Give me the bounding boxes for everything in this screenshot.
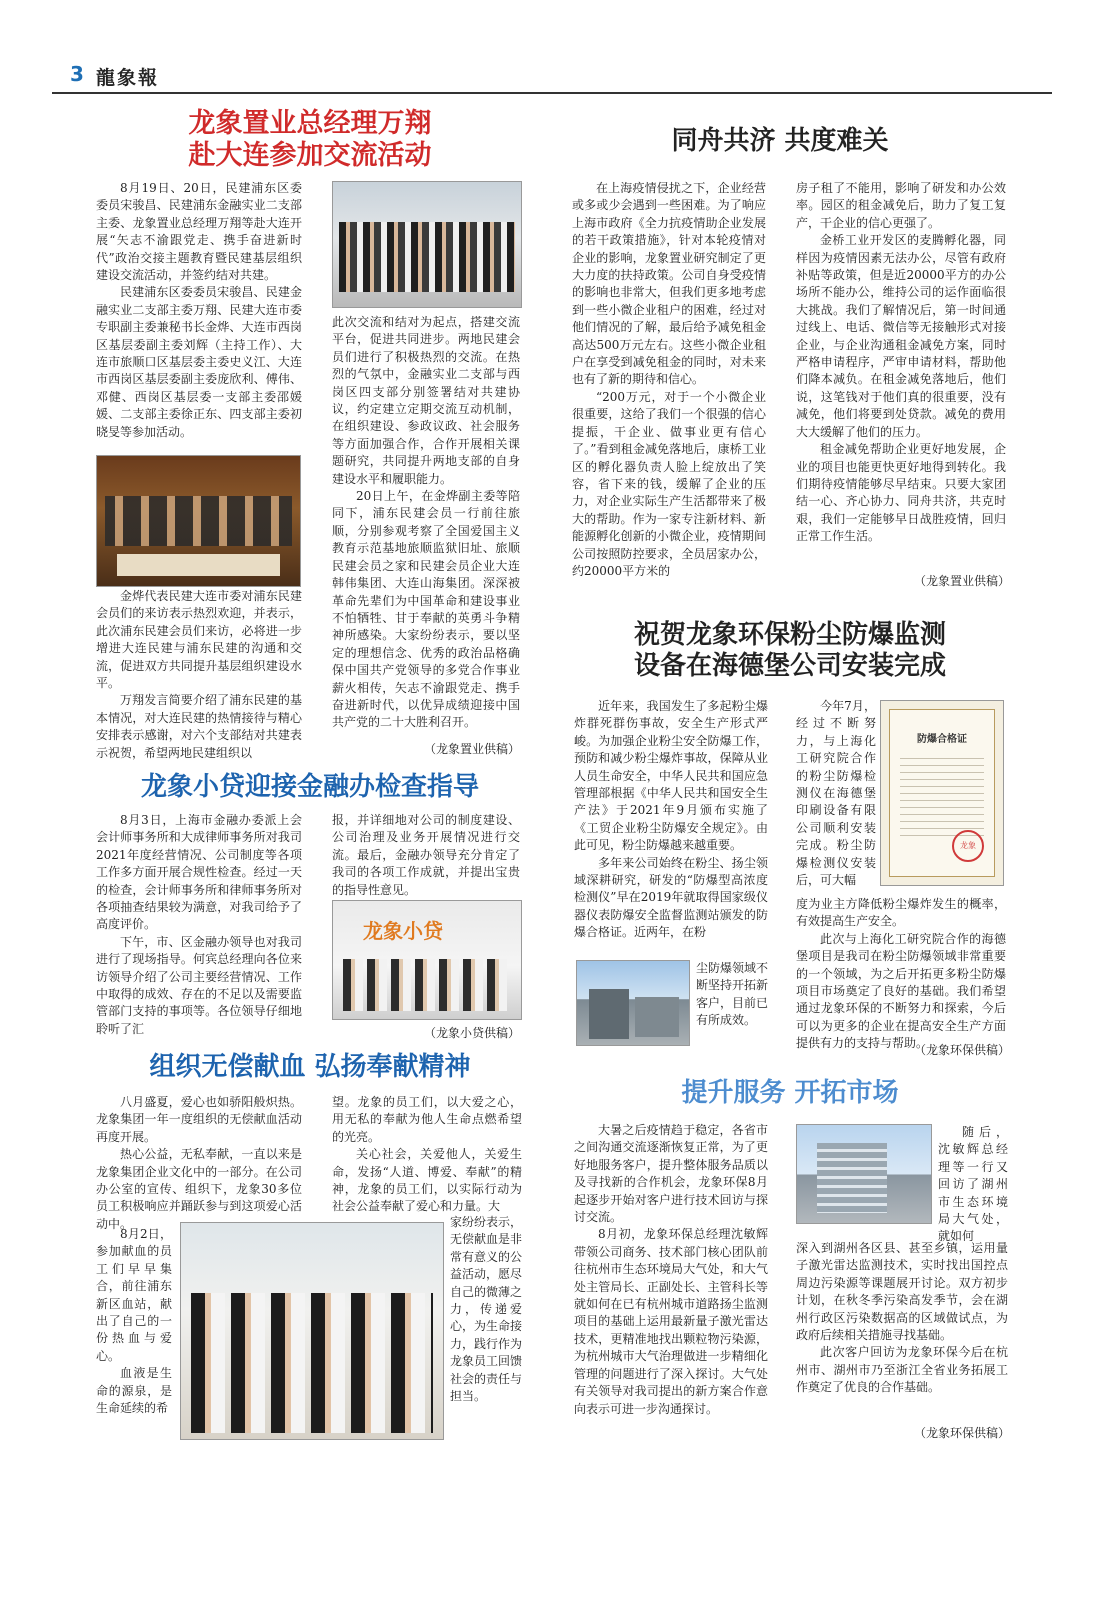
article1-title-line2: 赴大连参加交流活动 xyxy=(188,140,432,172)
paragraph: 金烨代表民建大连市委对浦东民建会员们的来访表示热烈欢迎，并表示，此次浦东民建会员们来访，必将进一步增进大连民建与浦东民建的沟通和交流，促进双方共同提升基层组织建设水平。 xyxy=(96,589,302,691)
paper-name: 龍象報 xyxy=(96,67,160,89)
equipment-structure xyxy=(635,997,679,1037)
article3-column1b xyxy=(696,960,768,1046)
article2-credit: （龙象置业供稿） xyxy=(913,574,1010,588)
paragraph: 租金减免帮助企业更好地发展，企业的项目也能更快更好地得到转化。我们期待疫情能够尽早结束。只要大家团结一心、齐心协力、同舟共济，共克时艰，我们一定能够早日战胜疫情，回归正常工作生活。 xyxy=(796,442,1006,544)
certificate-title: 防爆合格证 xyxy=(917,734,967,745)
article4-title: 龙象小贷迎接金融办检查指导 xyxy=(140,772,479,802)
paragraph: 房子租了不能用，影响了研发和办公效率。园区的租金减免后，助力了复工复产，干企业的信心更强了。 xyxy=(796,181,1006,230)
building xyxy=(817,1143,887,1213)
paragraph: 家纷纷表示，无偿献血是非常有意义的公益活动，愿尽自己的微薄之力，传递爱心，为生命接力，践行作为龙象员工回馈社会的责任与担当。 xyxy=(450,1215,523,1404)
paragraph: 大暑之后疫情趋于稳定，各省市之间沟通交流逐渐恢复正常，为了更好地服务客户，提升整体服务品质以及寻找新的合作机会，龙象环保8月起逐步开始对客户进行技术回访与探讨交流。 xyxy=(574,1123,768,1225)
article5-column1 xyxy=(96,1094,302,1231)
article1-title xyxy=(130,108,490,173)
article3-title-line2: 设备在海德堡公司安装完成 xyxy=(633,651,946,682)
article1-column1 xyxy=(96,180,302,452)
article4-column1 xyxy=(96,812,302,1038)
group-people xyxy=(339,222,515,292)
company-sign: 龙象小贷 xyxy=(363,919,443,943)
donors xyxy=(191,1293,433,1433)
article2-column2 xyxy=(796,180,1006,560)
paragraph: 今年7月，经过不断努力，与上海化工研究院合作的粉尘防爆检测仪在海德堡印刷设备有限公司顺利安装完成。粉尘防爆检测仪安装后，可大幅 xyxy=(796,699,876,888)
article4-credit: （龙象小贷供稿） xyxy=(423,1026,520,1040)
paragraph: 尘防爆领域不断坚持开拓新客户，目前已有所成效。 xyxy=(696,961,769,1028)
article5-column2c xyxy=(450,1214,522,1436)
header-rule xyxy=(52,92,1052,94)
article2-title: 同舟共济 共度难关 xyxy=(671,126,889,156)
paragraph: 八月盛夏，爱心也如骄阳般炽热。龙象集团一年一度组织的无偿献血活动再度开展。 xyxy=(96,1095,302,1144)
meeting-table xyxy=(117,554,280,576)
article2-column1 xyxy=(572,180,766,590)
article4-column2 xyxy=(332,812,520,898)
certificate-seal: 龙象 xyxy=(952,830,984,862)
certificate-image xyxy=(880,700,1004,886)
article3-title-line1: 祝贺龙象环保粉尘防爆监测 xyxy=(633,620,946,650)
article3-credit: （龙象环保供稿） xyxy=(913,1043,1010,1057)
article3-column1a xyxy=(574,698,768,960)
article1-title-line1: 龙象置业总经理万翔 xyxy=(188,108,432,139)
article3-title xyxy=(590,620,990,682)
paragraph: 20日上午，在金烨副主委等陪同下，浦东民建会员一行前往旅顺，分别参观考察了全国爱国主义教育示范基地旅顺监狱旧址、旅顺民建会员之家和民建会员企业大连韩伟集团、大连山海集团。深深被革命先辈们为中国革命和建设事业不怕牺牲、甘于奉献的英勇斗争精神所感染。大家纷纷表示，要以坚定的理想信念、优秀的政治品格确保中国共产党领导的多党合作事业薪火相传，矢志不渝跟党走、携手奋进新时代，以优异成绩迎接中国共产党的二十大胜利召开。 xyxy=(332,489,520,730)
article1-credit: （龙象置业供稿） xyxy=(423,742,520,756)
paragraph: 在上海疫情侵扰之下，企业经营或多或少会遇到一些困难。为了响应上海市政府《全力抗疫情助企业发展的若干政策措施》，针对本轮疫情对企业的影响，龙象置业研究制定了更大力度的扶持政策。公司自身受疫情的影响也非常大，但我们更多地考虑到一些小微企业租户的困难，经过对他们情况的了解，最后给予减免租金高达500万元左右。这些小微企业租户在享受到减免租金的同时，对未来也有了新的期待和信心。 xyxy=(572,181,766,387)
article3-column2a xyxy=(796,698,876,894)
paragraph: 热心公益，无私奉献，一直以来是龙象集团企业文化中的一部分。在公司办公室的宣传、组织下，龙象30多位员工积极响应并踊跃参与到这项爱心活动中。 xyxy=(96,1147,302,1231)
paragraph: 8月19日、20日，民建浦东区委委员宋骏昌、民建浦东金融实业二支部主委、龙象置业总经理万翔等赴大连开展“矢志不渝跟党走、携手奋进新时代”政治交接主题教育暨民建基层组织建设交流活动，并签约结对共建。 xyxy=(96,181,302,283)
article6-title: 提升服务 开拓市场 xyxy=(681,1078,899,1108)
paragraph: 报，并详细地对公司的制度建设、公司治理及业务开展情况进行交流。最后，金融办领导充分肯定了我司的各项工作成就，并提出宝贵的指导性意见。 xyxy=(332,813,520,897)
office-building-photo xyxy=(796,1124,932,1224)
blood-donation-photo xyxy=(180,1222,444,1440)
certificate-text-lines xyxy=(900,752,984,842)
paragraph: 金桥工业开发区的麦腾孵化器，同样因为疫情因素无法办公，尽管有政府补贴等政策，但是近20000平方的办公场所不能办公，维持公司的运作面临很大挑战。我们了解情况后，第一时间通过线上、电话、微信等无接触形式对接企业，与企业沟通租金减免方案，同时严格申请程序，严审申请材料，帮助他们降本减负。在租金减免落地后，他们说，这笔钱对于他们真的很重要，没有减免，他们将要到处贷款。减免的费用大大缓解了他们的压力。 xyxy=(796,233,1006,439)
equipment-structure xyxy=(589,989,629,1039)
paragraph: 随后，沈敏辉总经理等一行又回访了湖州市生态环境局大气处，就如何 xyxy=(938,1125,1008,1244)
certificate-frame xyxy=(889,709,995,877)
paragraph: 望。龙象的员工们，以大爱之心，用无私的奉献为他人生命点燃希望的光亮。 xyxy=(332,1095,522,1144)
paragraph: 万翔发言简要介绍了浦东民建的基本情况，对大连民建的热情接待与精心安排表示感谢，对六个支部结对共建表示祝贺，希望两地民建组织以 xyxy=(96,693,302,760)
paragraph: 下午，市、区金融办领导也对我司进行了现场指导。何宾总经理向各位来访领导介绍了公司主要经营情况、工作中取得的成效、存在的不足以及需要监管部门支持的事项等。各位领导仔细地聆听了汇 xyxy=(96,934,302,1036)
article1-column2 xyxy=(332,314,520,730)
paragraph: 民建浦东区委委员宋骏昌、民建金融实业二支部主委万翔、民建大连市委专职副主委兼秘书长金烨、大连市西岗区基层委副主委刘辉（主持工作）、大连市旅顺口区基层委主委史义江、大连市西岗区基层委副主委庞欣利、傅伟、邓健、西岗区基层委一支部主委邵媛媛、二支部主委徐正东、四支部主委初晓旻等参加活动。 xyxy=(96,285,302,439)
group-photo xyxy=(332,181,522,308)
equipment-photo xyxy=(576,960,690,1046)
paragraph: 近年来，我国发生了多起粉尘爆炸群死群伤事故，安全生产形式严峻。为加强企业粉尘安全防爆工作，预防和减少粉尘爆炸事故，保障从业人员生命安全，中华人民共和国应急管理部根据《中华人民共和国安全生产法》于2021年9月颁布实施了《工贸企业粉尘防爆安全规定》。由此可见，粉尘防爆越来越重要。 xyxy=(574,699,768,853)
article6-column2b xyxy=(796,1240,1008,1418)
office-visit-photo xyxy=(332,900,522,1020)
paragraph: 关心社会，关爱他人，关爱生命，发扬“人道、博爱、奉献”的精神，龙象的员工们，以实际行动为社会公益奉献了爱心和力量。大 xyxy=(332,1147,522,1214)
meeting-attendees xyxy=(105,496,292,546)
paragraph: 8月初，龙象环保总经理沈敏辉带领公司商务、技术部门核心团队前往杭州市生态环境局大气处，和大气处主管局长、正副处长、主管科长等就如何在已有杭州城市道路扬尘监测项目的基础上运用最新量子激光雷达技术，更精准地找出颗粒物污染源，为杭州城市大气治理做进一步精细化管理的问题进行了深入探讨。大气处有关领导对我司提出的新方案合作意向表示可进一步沟通探讨。 xyxy=(574,1227,768,1416)
paragraph: 8月3日，上海市金融办委派上会会计师事务所和大成律师事务所对我司2021年度经营情况、公司制度等各项工作多方面开展合规性检查。经过一天的检查，会计师事务所和律师事务所对各项抽查结果较为满意，对我司给予了高度评价。 xyxy=(96,813,302,932)
paragraph: 多年来公司始终在粉尘、扬尘领域深耕研究，研发的“防爆型高浓度检测仪”早在2019年就取得国家级仪器仪表防爆安全监督监测站颁发的防爆合格证。近两年，在粉 xyxy=(574,855,768,940)
article6-credit: （龙象环保供稿） xyxy=(913,1426,1010,1440)
visitors xyxy=(343,959,511,1011)
page-number: 3 xyxy=(70,62,84,86)
article5-column2 xyxy=(332,1094,522,1216)
article5-title: 组织无偿献血 弘扬奉献精神 xyxy=(149,1052,471,1082)
paragraph: 深入到湖州各区县、甚至乡镇，运用量子激光雷达监测技术，实时找出国控点周边污染源等课题展开讨论。双方初步计划，在秋冬季污染高发季节，会在湖州行政区污染数据高的区域做试点，为政府后续相关措施寻找基础。 xyxy=(796,1241,1008,1343)
paragraph: 此次与上海化工研究院合作的海德堡项目是我司在粉尘防爆领域非常重要的一个领域，为之后开拓更多粉尘防爆项目市场奠定了良好的基础。我们希望通过龙象环保的不断努力和探索，今后可以为更多的企业在提高安全生产方面提供有力的支持与帮助。 xyxy=(796,931,1006,1051)
paragraph: 度为业主方降低粉尘爆炸发生的概率，有效提高生产安全。 xyxy=(796,897,1006,929)
meeting-photo xyxy=(96,455,301,587)
article5-column1b xyxy=(96,1226,172,1446)
paragraph: 此次交流和结对为起点，搭建交流平台，促进共同进步。两地民建会员们进行了积极热烈的交流。在热烈的气氛中，金融实业二支部与西岗区四支部分别签署结对共建协议，约定建立定期交流互动机制，在组织建设、参政议政、社会服务等方面加强合作，合作开展相关课题研究，共同提升两地支部的自身建设水平和履职能力。 xyxy=(332,315,520,486)
paragraph: 血液是生命的源泉，是生命延续的希 xyxy=(96,1366,172,1416)
article1-column1b xyxy=(96,588,302,758)
paragraph: 此次客户回访为龙象环保今后在杭州市、湖州市乃至浙江全省业务拓展工作奠定了优良的合作基础。 xyxy=(796,1345,1008,1395)
paragraph: “200万元，对于一个小微企业很重要，这给了我们一个很强的信心提振，干企业、做事业更有信心了。”看到租金减免落地后，康桥工业区的孵化器负责人脸上绽放出了笑容，省下来的钱，缓解了企业的压力，对企业实际生产生活都带来了极大的帮助。作为一家专注新材料、新能源孵化创新的小微企业，疫情期间公司按照防控要求，全员居家办公，约20000平方米的 xyxy=(572,389,766,578)
article6-column2a xyxy=(938,1124,1008,1242)
paragraph: 8月2日，参加献血的员工们早早集合，前往浦东新区血站，献出了自己的一份热血与爱心。 xyxy=(96,1227,172,1363)
article6-column1 xyxy=(574,1122,768,1444)
